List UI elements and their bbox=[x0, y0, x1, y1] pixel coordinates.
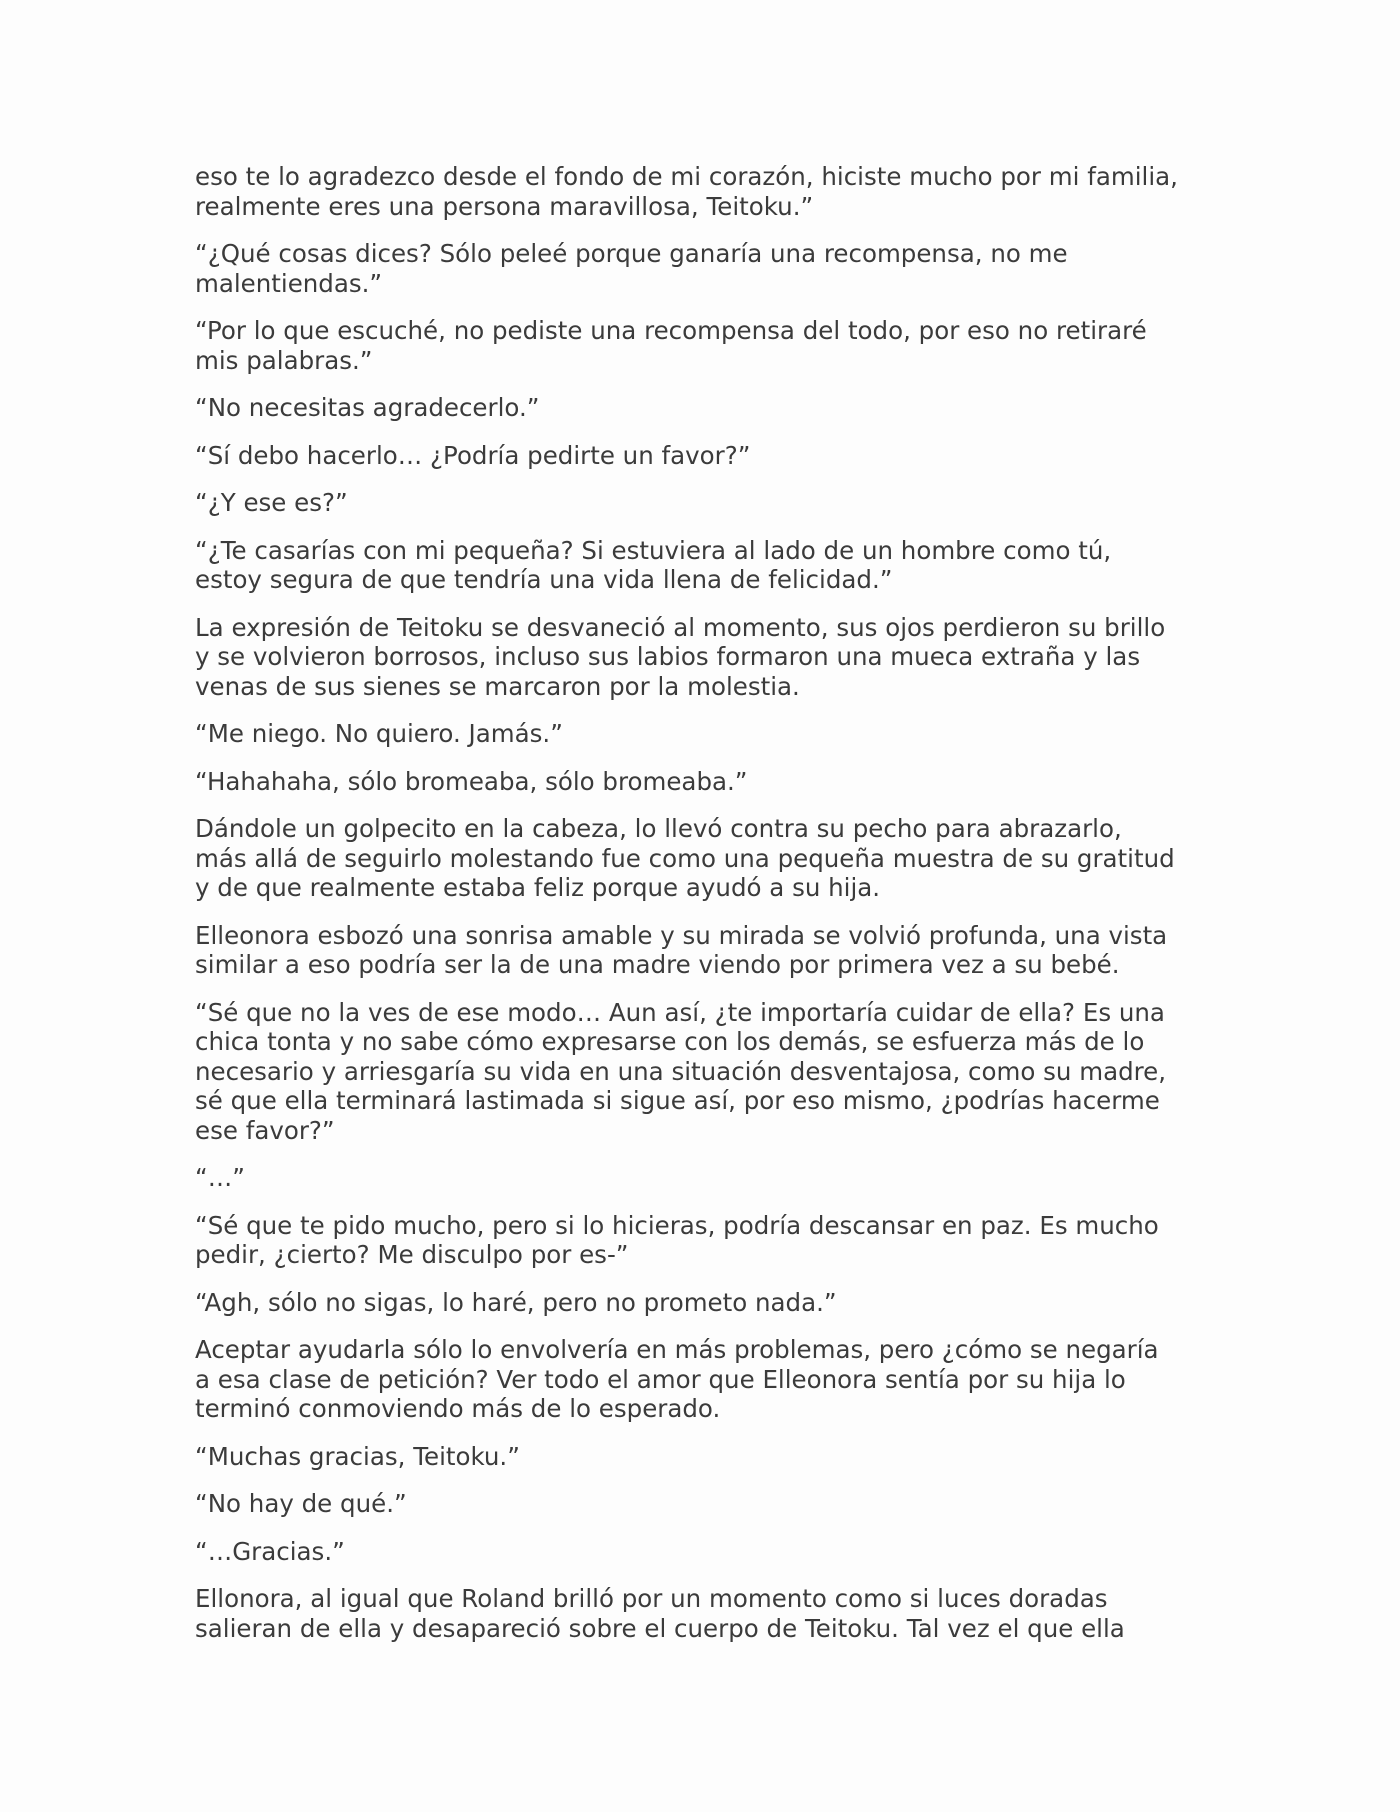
paragraph: Aceptar ayudarla sólo lo envolvería en más problemas, pero ¿cómo se negaría a esa clase de petición? Ver todo el amor que Elleonora sentía por su hija lo terminó conmoviendo más de lo esperado. bbox=[195, 1335, 1159, 1423]
paragraph: “Sé que no la ves de ese modo… Aun así, ¿te importaría cuidar de ella? Es una chica tonta y no sabe cómo expresarse con los demás, se esfuerza más de lo necesario y arriesgaría su vida en una situación desventajosa, como su madre, sé que ella terminará lastimada si sigue así, por eso mismo, ¿podrías hacerme ese favor?” bbox=[195, 997, 1167, 1145]
paragraph: “No hay de qué.” bbox=[195, 1489, 407, 1518]
paragraph: Ellonora, al igual que Roland brilló por un momento como si luces doradas salieran de ella y desapareció sobre el cuerpo de Teitoku. Tal vez el que ella bbox=[195, 1584, 1125, 1643]
paragraph: “¿Qué cosas dices? Sólo peleé porque ganaría una recompensa, no me malentiendas.” bbox=[195, 239, 1068, 298]
paragraph: La expresión de Teitoku se desvaneció al momento, sus ojos perdieron su brillo y se volvieron borrosos, incluso sus labios formaron una mueca extraña y las venas de sus sienes se marcaron por la molestia. bbox=[195, 612, 1166, 701]
paragraph: “Sí debo hacerlo… ¿Podría pedirte un favor?” bbox=[195, 440, 751, 470]
paragraph: “Me niego. No quiero. Jamás.” bbox=[195, 719, 563, 748]
paragraph: “No necesitas agradecerlo.” bbox=[195, 393, 540, 422]
paragraph: “Por lo que escuché, no pediste una recompensa del todo, por eso no retiraré mis palabras.” bbox=[195, 316, 1147, 375]
paragraph: “Agh, sólo no sigas, lo haré, pero no prometo nada.” bbox=[195, 1287, 837, 1317]
paragraph: “…Gracias.” bbox=[195, 1536, 345, 1566]
paragraph: “…” bbox=[195, 1163, 245, 1192]
paragraph: “Sé que te pido mucho, pero si lo hicieras, podría descansar en paz. Es mucho pedir, ¿cierto? Me disculpo por es-” bbox=[195, 1210, 1159, 1269]
paragraph: “Muchas gracias, Teitoku.” bbox=[195, 1441, 520, 1471]
paragraph: “¿Y ese es?” bbox=[195, 488, 348, 517]
paragraph: eso te lo agradezco desde el fondo de mi corazón, hiciste mucho por mi familia, realmente eres una persona maravillosa, Teitoku.” bbox=[195, 162, 1178, 221]
document-page bbox=[195, 162, 1215, 1661]
paragraph: Dándole un golpecito en la cabeza, lo llevó contra su pecho para abrazarlo, más allá de seguirlo molestando fue como una pequeña muestra de su gratitud y de que realmente estaba feliz porque ayudó a su hija. bbox=[195, 814, 1175, 902]
paragraph: “¿Te casarías con mi pequeña? Si estuviera al lado de un hombre como tú, estoy segura de que tendría una vida llena de felicidad.” bbox=[195, 535, 1112, 594]
paragraph: Elleonora esbozó una sonrisa amable y su mirada se volvió profunda, una vista similar a eso podría ser la de una madre viendo por primera vez a su bebé. bbox=[195, 920, 1168, 979]
paragraph: “Hahahaha, sólo bromeaba, sólo bromeaba.” bbox=[195, 766, 748, 796]
